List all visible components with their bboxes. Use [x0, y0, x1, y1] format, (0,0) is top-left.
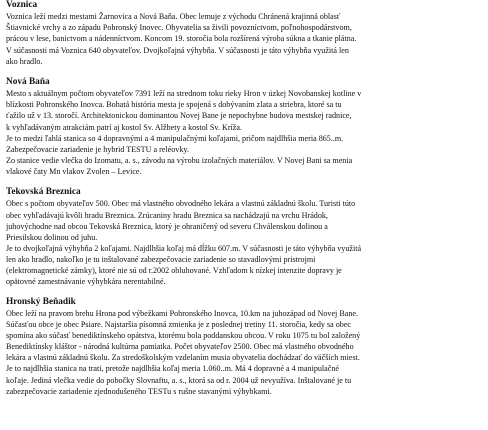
- section-voznica: [6, 0, 482, 67]
- document-page: [6, 0, 482, 397]
- paragraph-line: Obec s počtom obyvateľov 500. Obec má vlastného obvodného lekára a vlastnú základnú školu. Turisti túto: [6, 199, 356, 209]
- paragraph-line: (elektromagnetické zámky), ktoré nie sú od r.2002 obluhované. Vzhľadom k nízkej intenzite dopravy je: [6, 266, 342, 276]
- section-spacer: [6, 288, 482, 297]
- paragraph-line: lekára a vlastnú základnú školu. Za stredoškolským vzdelaním musia obyvatelia dochádzať do väčších miest.: [6, 353, 360, 363]
- paragraph-line: Benediktínsky kláštor - národná kultúrna pamiatka. Počet obyvateľov 2500. Obec má vlastného obvodného: [6, 342, 354, 352]
- paragraph-line: Je to medzi ľahlá stanica so 4 dopravnými a 4 manipulačnými koľajami, pričom najdlhšia meria 865..m.: [6, 133, 344, 143]
- paragraph-line: prácou v lese, banictvom a nádenníctvom. Koncom 19. storočia bola rozšírená výroba súkna a tkanie plátna.: [6, 34, 357, 44]
- section-title: Nová Baňa: [6, 76, 50, 87]
- section-nova-bana: [6, 77, 482, 177]
- paragraph-line: Štiavnické vrchy a zo západu Pohronský Inovec. Obyvatelia sa živili povozníctvom, poľnohospodárstvom,: [6, 23, 352, 33]
- paragraph-line: Súčasťou obce je obec Psiare. Najstaršia písomná zmienka je z poslednej tretiny 11. storočia, kedy sa obec: [6, 319, 352, 329]
- paragraph-line: Priesilskou dolinou od juhu.: [6, 232, 98, 242]
- paragraph-line: V súčasnosti má Voznica 640 obyvateľov. Dvojkoľajná výhybňa. V súčasnosti je táto výhybňa využitá len: [6, 45, 349, 55]
- section-spacer: [6, 177, 482, 187]
- paragraph-line: vlakové čaty Mn vlakov Zvolen – Levice.: [6, 167, 142, 177]
- section-title: Hronský Beňadik: [6, 296, 76, 307]
- section-title: Tekovská Breznica: [6, 187, 81, 198]
- paragraph-line: opätovné zamestnávanie výhybkára nerentabilné.: [6, 277, 166, 287]
- paragraph-line: Zo stanice vedie vlečka do Izomatu, a. s., závodu na výrobu izolačných materiálov. V Novej Bani sa menia: [6, 155, 353, 165]
- paragraph-line: Voznica leží medzi mestami Žarnovica a Nová Baňa. Obec lemuje z východu Chránená krajinná oblasť: [6, 12, 341, 22]
- paragraph-line: blízkosti Pohronského Inovca. Bohatá história mesta je spojená s dobývaním zlata a striebra, ktoré sa tu: [6, 100, 342, 110]
- paragraph-line: zabezpečovacie zariadenie zjednodušeného TESTu s rušne stavanými výhybkami.: [6, 386, 272, 396]
- paragraph-line: Zabezpečovacie zariadenie je hybrid TESTU a reléovky.: [6, 144, 189, 154]
- paragraph-line: obec vyhľadávajú kvôli hradu Breznica. Zrúcaniny hradu Breznica sa nachádzajú na vrchu Hrádok,: [6, 210, 328, 220]
- paragraph-line: ťažilo už v 13. storočí. Architektonickou dominantou Novej Bane je nepochybne budova mestskej radnice,: [6, 111, 352, 121]
- paragraph-line: Obec leží na pravom brehu Hrona pod výbežkami Pohronského Inovca, 10.km na juhozápad od Novej Bane.: [6, 308, 358, 318]
- paragraph-line: k vyhľadávaným atrakciám patrí aj kostol Sv. Alžbety a kostol Sv. Kríža.: [6, 122, 243, 132]
- paragraph-line: len ako hradlo, nakoľko je tu inštalované zabezpečovacie zariadenie so stavadlovými pristrojmi: [6, 255, 316, 265]
- paragraph-line: Je to dvojkoľajná výhybňa 2 koľajami. Najdlhšia koľaj má dĺžku 607.m. V súčasnosti je táto výhybňa využitá: [6, 243, 362, 253]
- section-spacer: [6, 67, 482, 77]
- paragraph-line: spomína ako súčasť benediktínskeho opátstva, ktorému bola poddanskou obcou. V roku 1075 tu bol založený: [6, 330, 361, 340]
- paragraph-line: Mesto s aktuálnym počtom obyvateľov 7391 leží na strednom toku rieky Hron v úzkej Novobanskej kotline v: [6, 89, 362, 99]
- paragraph-line: ako hradlo.: [6, 56, 43, 66]
- paragraph-line: Je to najdlhšia stanica na trati, pretože najdlhšia koľaj meria 1.060..m. Má 4 dopravné a 4 manipulačné: [6, 364, 340, 374]
- paragraph-line: koľaje. Jediná vlečka vedie do pobočky Slovnaftu, a. s., ktorá sa od r. 2004 už nevyužíva. Inštalované je tu: [6, 375, 352, 385]
- paragraph-line: juhovýchodne nad obcou Tekovská Breznica, ktorý je ohraničený od severu Chválenskou dolinou a: [6, 221, 328, 231]
- section-tekovska-breznica: [6, 187, 482, 287]
- section-title: Voznica: [6, 0, 38, 10]
- section-hronsky-benadik: [6, 297, 482, 397]
